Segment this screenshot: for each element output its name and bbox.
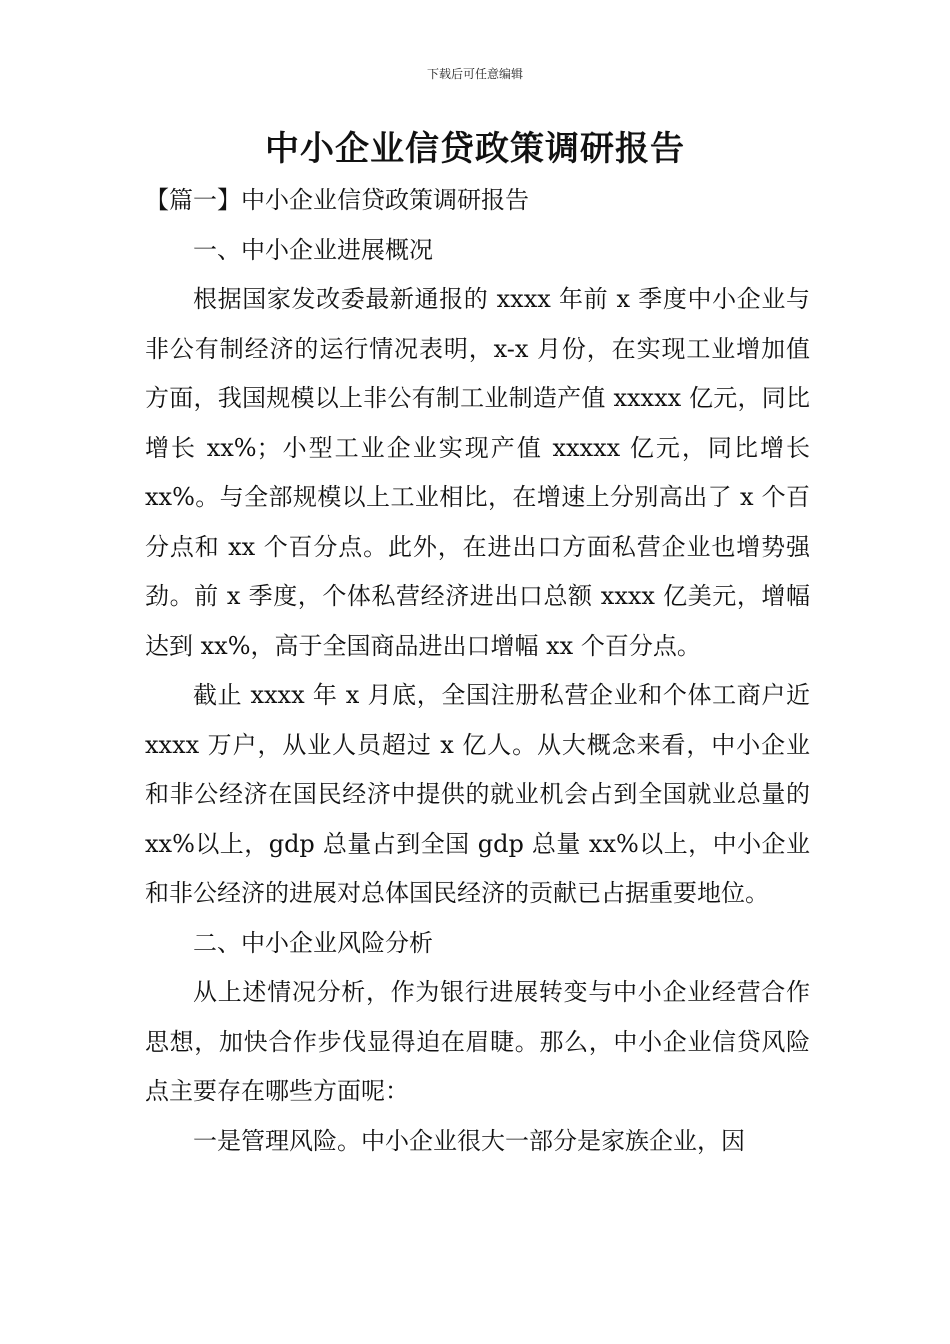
header-note: 下载后可任意编辑 <box>426 67 523 81</box>
paragraph: 截止 xxxx 年 x 月底，全国注册私营企业和个体工商户近 xxxx 万户，从业人员超过 x 亿人。从大概念来看，中小企业和非公经济在国民经济中提供的就业机会占到全国就业总量的 xx%以上，gdp 总量占到全国 gdp 总量 xx%以上，中小企业和非公经济的进展对总体国民经济的贡献已占据重要地位。 <box>145 681 810 907</box>
page-title: 中小企业信贷政策调研报告 <box>265 129 685 169</box>
paragraph: 根据国家发改委最新通报的 xxxx 年前 x 季度中小企业与非公有制经济的运行情况表明，x-x 月份，在实现工业增加值方面，我国规模以上非公有制工业制造产值 xxxxx 亿元，同比增长 xx%；小型工业企业实现产值 xxxxx 亿元，同比增长 xx%。与全部规模以上工业相比，在增速上分别高出了 x 个百分点和 xx 个百分点。此外，在进出口方面私营企业也增势强劲。前 x 季度，个体私营经济进出口总额 xxxx 亿美元，增幅达到 xx%，高于全国商品进出口增幅 xx 个百分点。 <box>145 285 810 660</box>
chapter-heading: 【篇一】中小企业信贷政策调研报告 <box>145 186 529 214</box>
paragraph: 从上述情况分析，作为银行进展转变与中小企业经营合作思想，加快合作步伐显得迫在眉睫。那么，中小企业信贷风险点主要存在哪些方面呢： <box>145 978 810 1105</box>
section-heading: 一、中小企业进展概况 <box>193 235 433 264</box>
section-heading: 二、中小企业风险分析 <box>193 928 433 957</box>
article-body <box>145 176 810 1166</box>
paragraph: 一是管理风险。中小企业很大一部分是家族企业，因 <box>193 1126 745 1155</box>
